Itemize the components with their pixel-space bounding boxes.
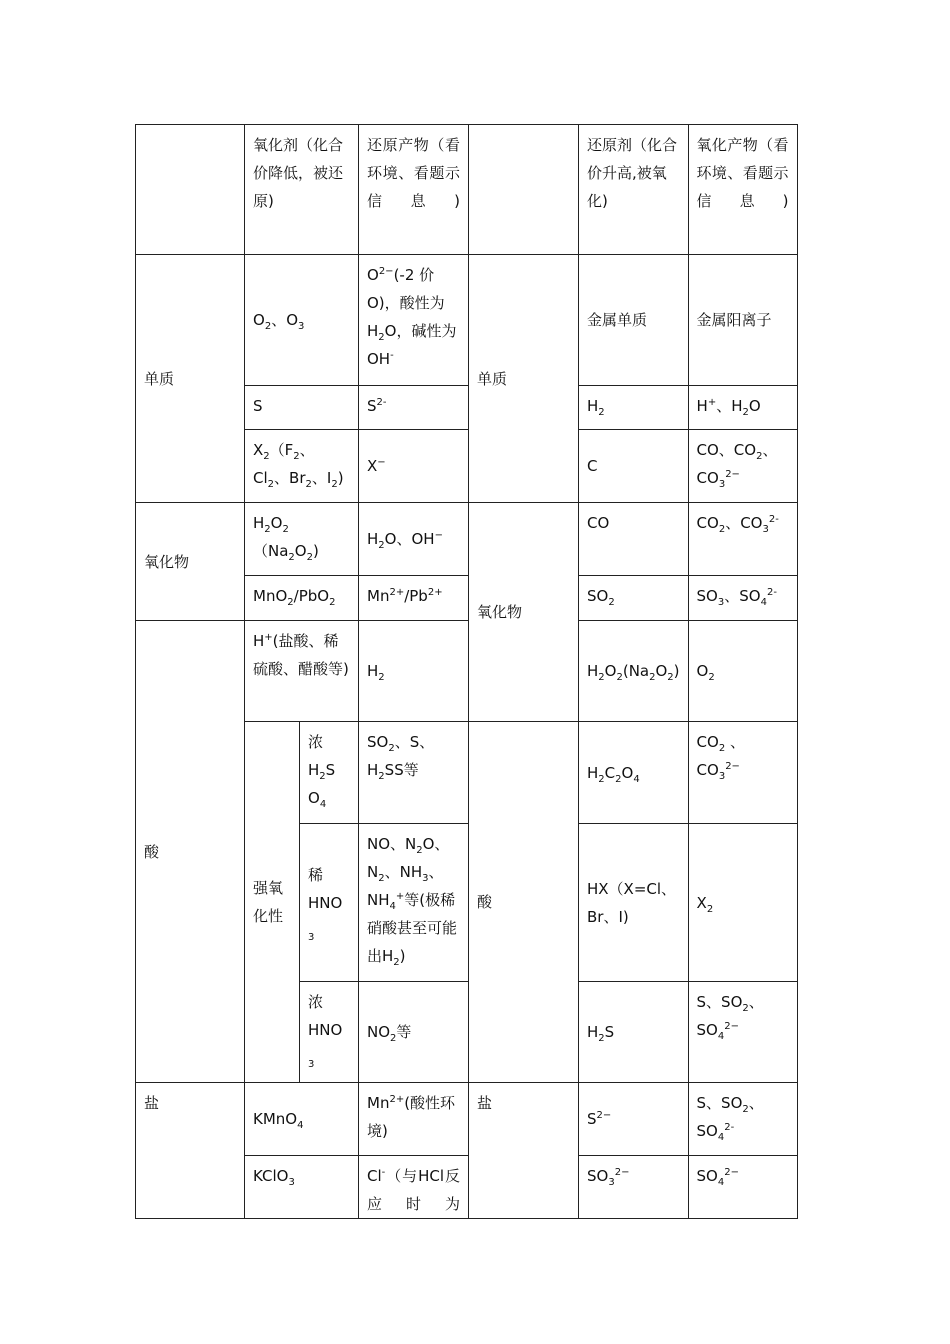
reductant-h2s: $H_2S$ <box>579 982 689 1083</box>
product-co2-co3-acid: $CO_2$ 、 $CO_3^{2-}$ <box>688 722 797 824</box>
oxidant-mno2-pbo2: MnO$_2$/PbO$_2$ <box>245 576 359 621</box>
category-salts-left: 盐 <box>136 1083 245 1219</box>
product-mn-pb: $Mn^{2+}/Pb^{2+}$ <box>359 576 469 621</box>
x2-list-c: 、Br <box>274 469 306 487</box>
header-reductant: 还原剂（化合价升高,被氧化) <box>579 125 689 255</box>
header-corner-right <box>469 125 579 255</box>
header-oxidation-product: 氧化产物（看环境、看题示信息) <box>688 125 797 255</box>
conc-label-2: 浓 <box>308 993 324 1011</box>
oxidant-conc-h2so4: 浓 $H_2S$ $O_4$ <box>300 722 359 824</box>
product-h2: $H_2$ <box>359 621 469 722</box>
oxidant-kmno4: KMnO$_4$ <box>245 1083 359 1156</box>
oxidant-s: S <box>245 386 359 430</box>
category-oxides-right: 氧化物 <box>469 503 579 722</box>
x2-list-a: （F <box>269 441 294 459</box>
product-s-so2-so4: S、$SO_2$、$SO_4^{2-}$ <box>688 982 797 1083</box>
reductant-hx: HX（X=Cl、Br、I) <box>579 824 689 982</box>
cl-hcl-suffix: （与HCl反应时为 <box>367 1167 460 1213</box>
x2-list-b: 、Cl <box>253 441 315 487</box>
header-corner-left <box>136 125 245 255</box>
category-elements-left: 单质 <box>136 255 245 503</box>
product-o2-minus: $O^{2-}(-2$ 价O)，酸性为$H_2O$，碱性为OH- <box>359 255 469 386</box>
product-s-so2-so4-salt: S、$SO_2$、$SO_4^{2-}$ <box>688 1083 797 1156</box>
product-x2: $X_2$ <box>688 824 797 982</box>
category-acids-left: 酸 <box>136 621 245 1083</box>
conc-label: 浓 <box>308 733 324 751</box>
product-cl-minus: Cl-（与HCl反应时为 <box>359 1156 469 1219</box>
product-metal-cation: 金属阳离子 <box>688 255 797 386</box>
reductant-so3: $SO_3^{2-}$ <box>579 1156 689 1219</box>
header-oxidant: 氧化剂（化合价降低，被还原) <box>245 125 359 255</box>
reductant-h2c2o4: $H_2C_2O_4$ <box>579 722 689 824</box>
product-no-list: NO、$N_2O$、$N_2$、$NH_3$、$NH_4^+$等(极稀硝酸甚至可能出$H_2$) <box>359 824 469 982</box>
no-list-suffix: 等(极稀硝酸甚至可能出H <box>367 891 458 965</box>
product-s2-minus: $S^{2-}$ <box>359 386 469 430</box>
oxidant-h2o2: $H_2O_2(Na_2O_2)$ <box>245 503 359 576</box>
no2-suffix: 等 <box>396 1023 412 1041</box>
reductant-s2-minus: $S^{2-}$ <box>579 1083 689 1156</box>
product-o2: $O_2$ <box>688 621 797 722</box>
h-plus-acids: (盐酸、稀硫酸、醋酸等) <box>253 632 349 678</box>
reductant-c: C <box>579 430 689 503</box>
header-reduction-product: 还原产物（看环境、看题示信息) <box>359 125 469 255</box>
reductant-metal-element: 金属单质 <box>579 255 689 386</box>
product-co2-co3: $CO_2$、$CO_3^{2-}$ <box>688 503 797 576</box>
product-so4: $SO_4^{2-}$ <box>688 1156 797 1219</box>
category-salts-right: 盐 <box>469 1083 579 1219</box>
oxidant-o2-o3: $O_2$、$O_3$ <box>245 255 359 386</box>
oxidant-h-plus: H+(盐酸、稀硫酸、醋酸等) <box>245 621 359 722</box>
product-co-co2-co3: CO、$CO_2$、$CO_3^{2-}$ <box>688 430 797 503</box>
o-product-text: 价O)，酸性为H <box>367 266 445 340</box>
oxidant-x2: $X_2(F_2$、$Cl_2$、$Br_2$、$I_2$) <box>245 430 359 503</box>
reductant-h2o2: $H_2O_2(Na_2O_2)$ <box>579 621 689 722</box>
oxidant-conc-hno3: 浓 HNO $_3$ <box>300 982 359 1083</box>
product-x-minus: X− <box>359 430 469 503</box>
x2-list-d: 、I <box>311 469 332 487</box>
reductant-h2: $H_2$ <box>579 386 689 430</box>
dilute-label: 稀 <box>308 865 324 884</box>
o-product-text-b: O，碱性为OH <box>367 322 457 368</box>
category-acids-right: 酸 <box>469 722 579 1083</box>
reductant-so2: $SO_2$ <box>579 576 689 621</box>
product-h2o-oh: $H_2O$、OH− <box>359 503 469 576</box>
oxidant-dilute-hno3: 稀 HNO $_3$ <box>300 824 359 982</box>
product-mn-acidic: $Mn^{2+}$(酸性环境) <box>359 1083 469 1156</box>
mn-acid-suffix: (酸性环境) <box>367 1094 456 1140</box>
product-h-plus-h2o: H+、$H_2O$ <box>688 386 797 430</box>
reductant-co: CO <box>579 503 689 576</box>
product-so2-s-h2s: $SO_2$、S、$H_2SS$等 <box>359 722 469 824</box>
strong-oxidizing-label: 强氧化性 <box>245 722 300 1083</box>
product-no2: $NO_2$等 <box>359 982 469 1083</box>
so2-s-h2s-suffix: S等 <box>394 761 419 779</box>
product-so3-so4: $SO_3$、$SO_4^{2-}$ <box>688 576 797 621</box>
category-elements-right: 单质 <box>469 255 579 503</box>
oxidant-kclo3: KClO$_3$ <box>245 1156 359 1219</box>
redox-table <box>135 124 798 1219</box>
category-oxides-left: 氧化物 <box>136 503 245 621</box>
